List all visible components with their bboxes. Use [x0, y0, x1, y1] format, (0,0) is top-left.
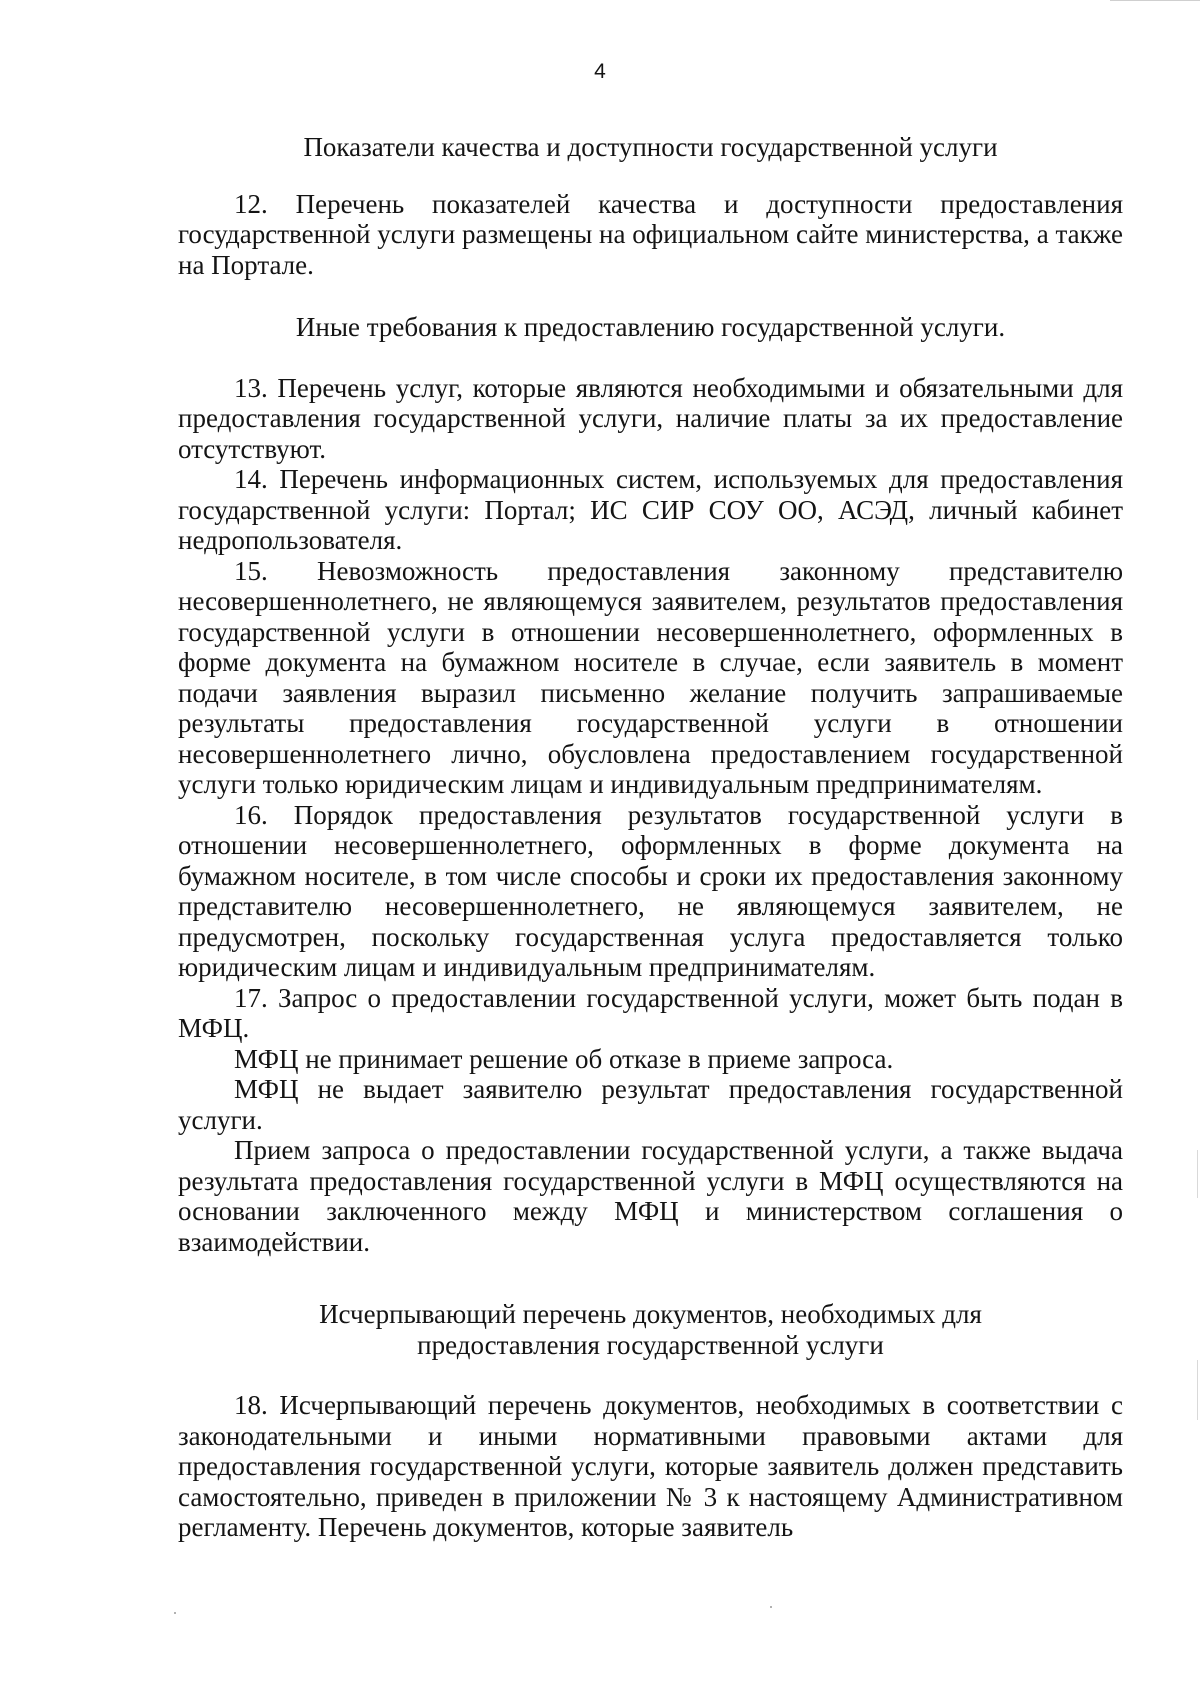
scan-speck — [174, 1612, 176, 1614]
section-heading-other-requirements: Иные требования к предоставлению государственной услуги. — [295, 312, 1006, 342]
section-heading-documents-line-2: предоставления государственной услуги — [417, 1329, 884, 1360]
paragraph-18: 18. Исчерпывающий перечень документов, необходимых в соответствии с законодательными и иными нормативными правовыми актами для предоставления государственной услуги, которые заявитель должен представить самостоятельно, приведен в приложении № 3 к настоящему Административном регламенту. Перечень документов, которые заявитель — [178, 1390, 1123, 1542]
paragraph-15: 15. Невозможность предоставления законному представителю несовершеннолетнего, не являющемуся заявителем, результатов предоставления государственной услуги в отношении несовершеннолетнего, оформленных в форме документа на бумажном носителе в случае, если заявитель в момент подачи заявления выразил письменно желание получить запрашиваемые результаты предоставления государственной услуги в отношении несовершеннолетнего лично, обусловлена предоставлением государственной услуги только юридическим лицам и индивидуальным предпринимателям. — [178, 555, 1123, 799]
paragraph-13: 13. Перечень услуг, которые являются необходимыми и обязательными для предоставления государственной услуги, наличие платы за их предоставление отсутствуют. — [178, 372, 1123, 464]
scan-edge-mark — [1197, 1360, 1198, 1420]
section-heading-quality: Показатели качества и доступности государственной услуги — [303, 132, 998, 162]
paragraph-12: 12. Перечень показателей качества и доступности предоставления государственной услуги размещены на официальном сайте министерства, а также на Портале. — [178, 188, 1123, 280]
scan-speck — [770, 1606, 772, 1608]
scan-edge-line — [1110, 0, 1200, 1]
paragraph-14: 14. Перечень информационных систем, используемых для предоставления государственной услуги: Портал; ИС СИР СОУ ОО, АСЭД, личный кабинет недропользователя. — [178, 464, 1123, 555]
paragraph-17: 17. Запрос о предоставлении государственной услуги, может быть подан в МФЦ. — [178, 982, 1123, 1043]
paragraph-17-mfc-agreement: Прием запроса о предоставлении государственной услуги, а также выдача результата предоставления государственной услуги в МФЦ осуществляются на основании заключенного между МФЦ и министерством соглашения о взаимодействии. — [178, 1135, 1123, 1257]
paragraph-16: 16. Порядок предоставления результатов государственной услуги в отношении несовершеннолетнего, оформленных в форме документа на бумажном носителе, в том числе способы и сроки их предоставления законному представителю несовершеннолетнего, не являющемуся заявителем, не предусмотрен, поскольку государственная услуга предоставляется только юридическим лицам и индивидуальным предпринимателям. — [178, 799, 1123, 982]
paragraph-17-mfc-no-refusal: МФЦ не принимает решение об отказе в приеме запроса. — [234, 1043, 894, 1074]
section-heading-documents-line-1: Исчерпывающий перечень документов, необходимых для — [319, 1299, 982, 1329]
document-body — [178, 132, 1123, 1543]
paragraph-17-mfc-no-result: МФЦ не выдает заявителю результат предоставления государственной услуги. — [178, 1074, 1123, 1135]
page-number: 4 — [594, 60, 606, 83]
scan-edge-mark — [1197, 1150, 1198, 1198]
